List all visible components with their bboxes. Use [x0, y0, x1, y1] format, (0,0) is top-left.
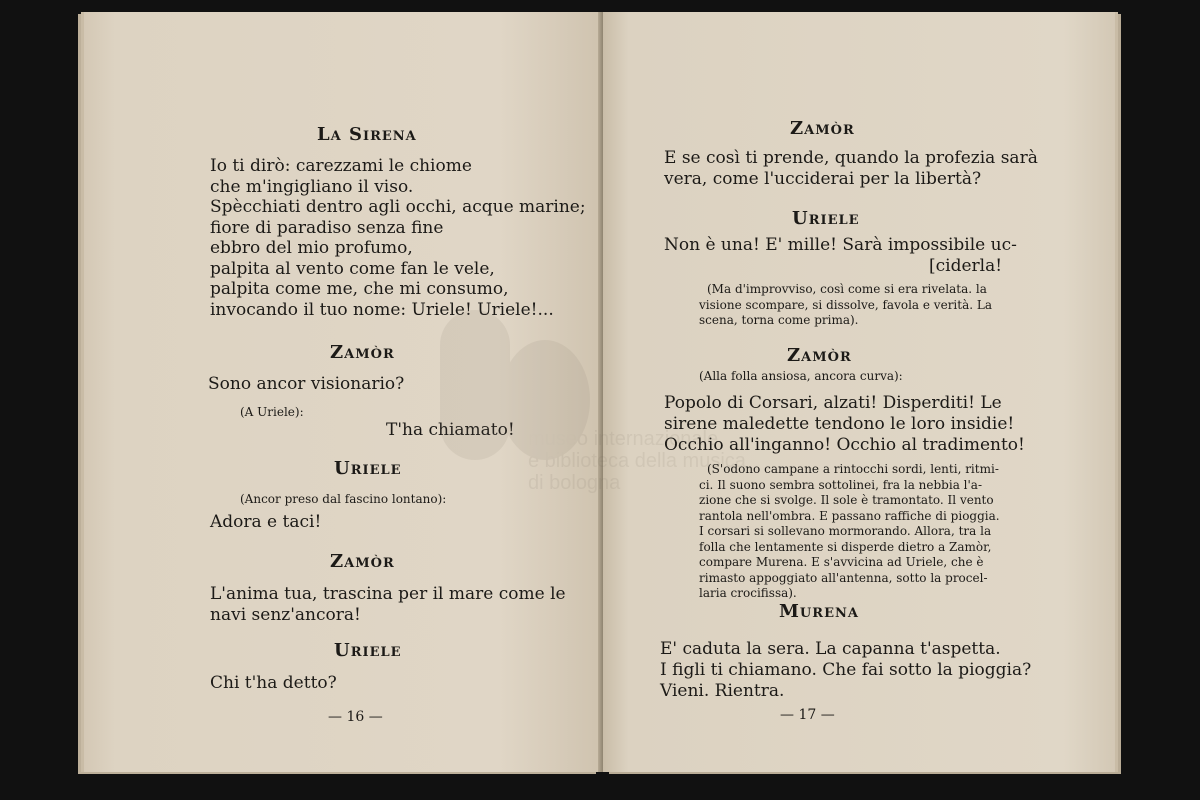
- verse-line: Popolo di Corsari, alzati! Disperditi! Le: [664, 393, 1002, 413]
- verse-line: che m'ingigliano il viso.: [210, 176, 414, 197]
- speaker-zamor: Zamòr: [790, 118, 855, 139]
- verse-line: invocando il tuo nome: Uriele! Uriele!...: [210, 299, 554, 320]
- verse-line: E' caduta la sera. La capanna t'aspetta.: [660, 639, 1001, 659]
- left-page: [84, 12, 602, 772]
- verse-line: Spècchiati dentro agli occhi, acque marine;: [210, 197, 586, 217]
- verse-line: Adora e taci!: [210, 512, 322, 532]
- stage-direction: (Ma d'improvviso, così come si era rivelata. la: [707, 282, 987, 296]
- stage-direction: visione scompare, si dissolve, favola e verità. La: [699, 297, 992, 312]
- verse-line: sirene maledette tendono le loro insidie!: [664, 414, 1015, 434]
- verse-line: vera, come l'ucciderai per la libertà?: [664, 169, 982, 189]
- stage-direction: (Alla folla ansiosa, ancora curva):: [699, 369, 903, 383]
- speaker-uriele: Uriele: [334, 640, 402, 661]
- stage-direction: rimasto appoggiato all'antenna, sotto la procel-: [699, 570, 988, 585]
- verse-line: L'anima tua, trascina per il mare come le: [210, 584, 566, 604]
- verse-line: I figli ti chiamano. Che fai sotto la pioggia?: [660, 660, 1032, 680]
- speaker-zamor: Zamòr: [787, 345, 852, 366]
- verse-line: Sono ancor visionario?: [208, 374, 405, 394]
- stage-direction: zione che si svolge. Il sole è tramontato. Il vento: [699, 493, 994, 507]
- verse-line: Io ti dirò: carezzami le chiome: [210, 156, 472, 176]
- verse-line: palpita come me, che mi consumo,: [210, 279, 509, 299]
- speaker-murena: Murena: [779, 601, 859, 622]
- stage-direction: compare Murena. E s'avvicina ad Uriele, che è: [699, 555, 984, 569]
- verse-line: Non è una! E' mille! Sarà impossibile uc-: [664, 235, 1017, 255]
- stage-direction: (Ancor preso dal fascino lontano):: [240, 492, 447, 506]
- verse-line: palpita al vento come fan le vele,: [210, 258, 495, 279]
- right-page: [603, 12, 1115, 772]
- verse-line: Occhio all'inganno! Occhio al tradimento!: [664, 435, 1025, 455]
- speaker-la-sirena: La Sirena: [317, 124, 417, 145]
- stage-direction: folla che lentamente si disperde dietro a Zamòr,: [699, 539, 992, 554]
- speaker-zamor: Zamòr: [330, 342, 395, 363]
- verse-line: Chi t'ha detto?: [210, 673, 337, 693]
- stage-direction: (S'odono campane a rintocchi sordi, lenti, ritmi-: [707, 462, 999, 476]
- stage-direction: I corsari si sollevano mormorando. Allora, tra la: [699, 524, 992, 538]
- verse-line: T'ha chiamato!: [386, 420, 515, 440]
- speaker-uriele: Uriele: [334, 458, 402, 479]
- stage-direction: laria crocifissa).: [699, 586, 797, 600]
- page-number: — 16 —: [328, 709, 383, 725]
- speaker-uriele: Uriele: [792, 208, 860, 229]
- page-number: — 17 —: [780, 707, 835, 723]
- verse-line: E se così ti prende, quando la profezia sarà: [664, 148, 1038, 168]
- stage-direction: (A Uriele):: [240, 405, 304, 419]
- verse-line: fiore di paradiso senza fine: [210, 217, 444, 238]
- verse-line: [ciderla!: [929, 256, 1003, 276]
- stage-direction: rantola nell'ombra. E passano raffiche di pioggia.: [699, 508, 1000, 523]
- verse-line: navi senz'ancora!: [210, 604, 361, 625]
- stage-direction: scena, torna come prima).: [699, 313, 859, 327]
- stage-direction: ci. Il suono sembra sottolinei, fra la nebbia l'a-: [699, 477, 983, 492]
- speaker-zamor: Zamòr: [330, 551, 395, 572]
- verse-line: Vieni. Rientra.: [660, 681, 785, 701]
- verse-line: ebbro del mio profumo,: [210, 238, 413, 258]
